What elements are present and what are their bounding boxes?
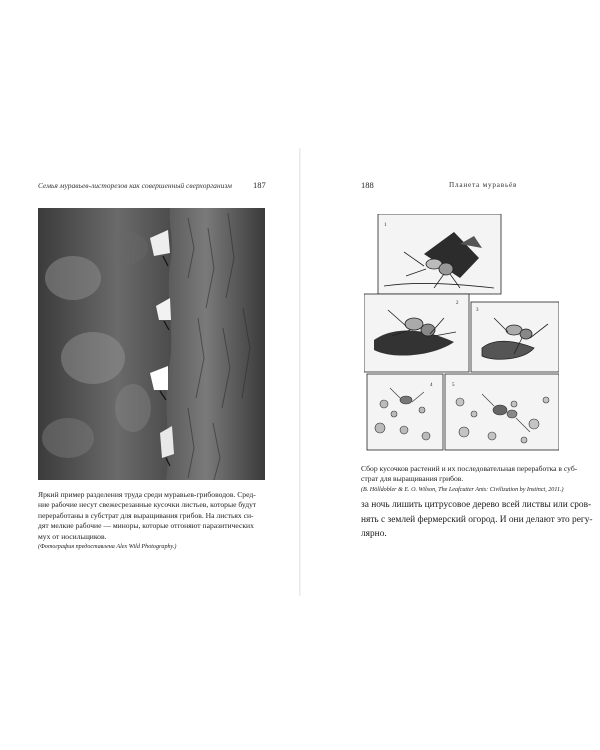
panel-number: 3 bbox=[476, 308, 479, 313]
photo-credit: (Фотография предоставлена Alex Wild Photography.) bbox=[38, 544, 177, 551]
body-line: за ночь лишить цитрусовое дерево всей листвы или сров- bbox=[361, 500, 592, 510]
left-page-number: 187 bbox=[253, 180, 266, 190]
panel-number: 2 bbox=[456, 301, 459, 306]
right-running-head: Планета муравьёв bbox=[449, 181, 518, 189]
panel-number: 4 bbox=[430, 383, 433, 388]
left-running-head: Семья муравьев-листорезов как совершенный сверхорганизм bbox=[38, 181, 232, 190]
caption-line: ние рабочие несут свежесрезанные кусочки листьев, которые будут bbox=[38, 500, 257, 510]
caption-line: страт для выращивания грибов. bbox=[361, 474, 464, 484]
panel-number: 1 bbox=[384, 223, 387, 228]
caption-line: Сбор кусочков растений и их последовательная переработка в суб- bbox=[361, 464, 578, 473]
right-figure-caption bbox=[361, 464, 577, 495]
leafcutter-ants-photo bbox=[38, 208, 265, 480]
caption-line: дят мелкие рабочие — миноры, которые отгоняют паразитических bbox=[38, 521, 254, 531]
left-page bbox=[0, 148, 299, 596]
ant-processing-illustration bbox=[364, 214, 559, 452]
illustration-credit: (B. Hölldobler & E. O. Wilson, The Leafcutter Ants: Civilization by Instinct, 2011.) bbox=[361, 486, 564, 493]
panel-number: 5 bbox=[452, 383, 455, 388]
body-line: нять с землей фермерский огород. И они делают это регу- bbox=[361, 514, 593, 525]
right-body-text bbox=[361, 498, 593, 542]
body-line: лярно. bbox=[361, 529, 387, 540]
caption-line: переработаны в субстрат для выращивания грибов. На листьях си- bbox=[38, 510, 254, 520]
left-figure-caption bbox=[38, 490, 256, 552]
right-page bbox=[301, 148, 600, 596]
right-page-number: 188 bbox=[361, 180, 374, 190]
caption-line: Яркий пример разделения труда среди муравьев-грибоводов. Сред- bbox=[38, 490, 256, 499]
caption-line: мух от носильщиков. bbox=[38, 531, 107, 541]
